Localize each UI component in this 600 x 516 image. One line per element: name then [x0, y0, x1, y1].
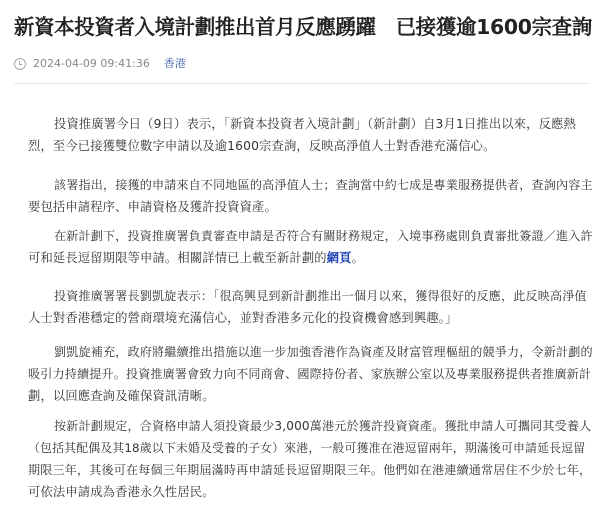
paragraph-line: 在新計劃下，投資推廣署負責審查申請是否符合有關財務規定，入境事務處則負責審批簽證／進入許: [54, 229, 593, 243]
paragraph-1: [28, 113, 594, 157]
paragraph-text: 可和延長逗留期限等申請。相關詳情已上載至新計劃的: [28, 251, 327, 265]
article-meta: [14, 56, 186, 72]
paragraph-line: [28, 247, 594, 269]
header-divider: [14, 83, 590, 84]
paragraph-line: （包括其配偶及其18歲以下未婚及受養的子女）來港，一般可獲准在港逗留兩年，期滿後可申請延長逗留: [28, 441, 586, 455]
page-title: 新資本投資者入境計劃推出首月反應踴躍 已接獲逾1600宗查詢: [14, 15, 592, 39]
paragraph-line: 期限三年，其後可在每個三年期屆滿時再申請延長逗留期限三年。他們如在港連續通常居住不少於七年，: [28, 463, 592, 477]
paragraph-line: 投資推廣署今日（9日）表示，「新資本投資者入境計劃」（新計劃）自3月1日推出以來，反應熱: [54, 117, 576, 131]
paragraph-line: 要包括申請程序、申請資格及獲許投資資產。: [28, 200, 277, 214]
paragraph-line: 該署指出，接獲的申請來自不同地區的高淨值人士；查詢當中約七成是專業服務提供者，查詢內容主: [54, 178, 593, 192]
publish-timestamp: 2024-04-09 09:41:36: [33, 57, 150, 70]
source-label[interactable]: 香港: [163, 57, 186, 70]
paragraph-line: 投資推廣署署長劉凱旋表示：「很高興見到新計劃推出一個月以來，獲得很好的反應，此反映高淨值: [54, 289, 587, 303]
paragraph-4: [28, 285, 594, 329]
paragraph-line: 人士對香港穩定的營商環境充滿信心，並對香港多元化的投資機會感到興趣。」: [28, 311, 458, 325]
paragraph-5: [28, 341, 594, 407]
paragraph-line: 劉凱旋補充，政府將繼續推出措施以進一步加強香港作為資產及財富管理樞紐的競爭力，令新計劃的: [54, 345, 593, 359]
paragraph-line: 吸引力持續提升。投資推廣署會致力向不同商會、國際持份者、家族辦公室以及專業服務提供者推廣新計: [28, 367, 592, 381]
webpage-link[interactable]: 網頁: [326, 251, 352, 265]
clock-icon: [14, 58, 26, 70]
paragraph-text: 。: [351, 251, 365, 265]
paragraph-line: 按新計劃規定，合資格申請人須投資最少3,000萬港元於獲許投資資產。獲批申請人可攜同其受養人: [54, 419, 592, 433]
paragraph-6: [28, 415, 594, 503]
paragraph-line: 烈，至今已接獲雙位數字申請以及逾1600宗查詢，反映高淨值人士對香港充滿信心。: [28, 139, 496, 153]
paragraph-2: [28, 174, 594, 218]
paragraph-3: [28, 225, 594, 269]
paragraph-line: 可依法申請成為香港永久性居民。: [28, 485, 215, 499]
paragraph-line: 劃，以回應查詢及確保資訊清晰。: [28, 389, 215, 403]
